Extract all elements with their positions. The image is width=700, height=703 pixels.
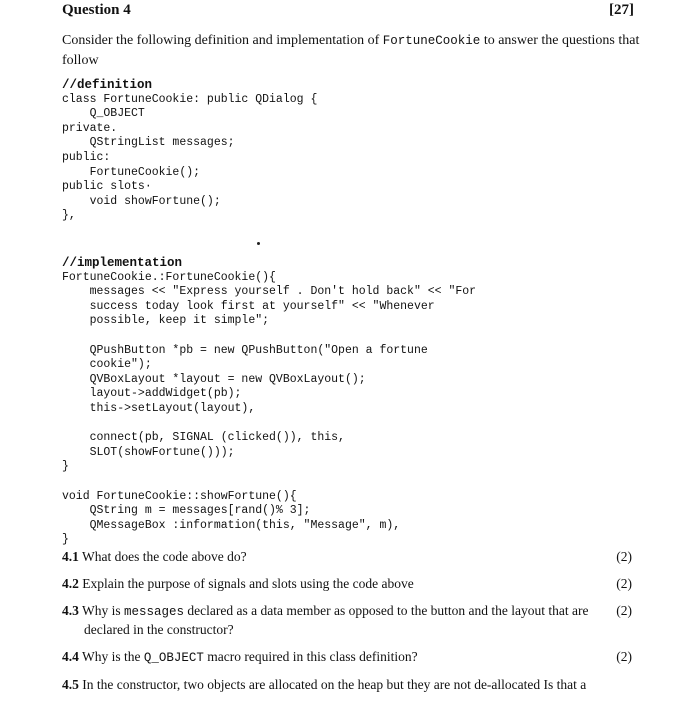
question-total-marks: [27]	[609, 2, 634, 18]
code-comment-heading: //implementation	[62, 256, 183, 270]
code-line: cookie");	[62, 358, 152, 372]
sub-question-4-4	[62, 648, 632, 667]
sub-question-text-after: declared as a data member as opposed to the button and the layout that are	[184, 603, 589, 618]
sub-question-marks: (2)	[616, 576, 632, 591]
sub-question-marks: (2)	[616, 549, 632, 564]
code-line	[62, 475, 476, 490]
sub-question-number: 4.1	[62, 549, 79, 564]
code-line: layout->addWidget(pb);	[62, 387, 242, 401]
sub-questions	[62, 548, 632, 703]
sub-question-code: Q_OBJECT	[143, 651, 204, 665]
question-title: Question 4	[62, 2, 131, 18]
intro-text-after: to answer the questions that follow	[62, 33, 640, 68]
code-line: QStringList messages;	[62, 136, 235, 150]
sub-question-text-before: Why is	[82, 603, 125, 618]
code-line: QPushButton *pb = new QPushButton("Open a fortune	[62, 343, 428, 357]
code-comment-heading: //definition	[62, 78, 153, 92]
code-line: Q_OBJECT	[62, 107, 145, 121]
sub-question-text: What does the code above do?	[82, 549, 247, 564]
sub-question-4-2	[62, 575, 632, 593]
sub-question-marks: (2)	[616, 649, 632, 664]
code-line	[62, 329, 476, 344]
code-line: }	[62, 460, 69, 474]
sub-question-number: 4.5	[62, 677, 79, 692]
intro-text-before: Consider the following definition and implementation of	[62, 33, 383, 48]
sub-question-text: Explain the purpose of signals and slots using the code above	[82, 576, 414, 591]
code-line: messages << "Express yourself . Don't hold back" << "For	[62, 285, 477, 299]
definition-code-block	[62, 78, 317, 224]
code-line: void showFortune();	[62, 194, 221, 208]
code-line: QMessageBox :information(this, "Message", m),	[62, 518, 401, 532]
sub-question-text-before: Why is the	[82, 649, 144, 664]
code-line: QVBoxLayout *layout = new QVBoxLayout();	[62, 372, 366, 386]
implementation-code-block	[62, 256, 476, 548]
sub-question-number: 4.3	[62, 603, 79, 618]
code-line: this->setLayout(layout),	[62, 401, 256, 415]
sub-question-number: 4.2	[62, 576, 79, 591]
code-line: SLOT(showFortune()));	[62, 445, 235, 459]
sub-question-text: In the constructor, two objects are allocated on the heap but they are not de-allocated Is that a	[82, 677, 587, 692]
sub-question-marks: (2)	[616, 603, 632, 618]
sub-question-4-1	[62, 548, 632, 566]
code-line: FortuneCookie();	[62, 165, 201, 179]
code-line: success today look first at yourself" << "Whenever	[62, 299, 435, 313]
sub-question-text-after: macro required in this class definition?	[203, 649, 418, 664]
code-line: QString m = messages[rand()% 3];	[62, 504, 311, 518]
code-line: private.	[62, 121, 118, 135]
sub-question-code: messages	[124, 605, 185, 619]
code-line	[62, 417, 476, 432]
code-line: public:	[62, 150, 111, 164]
code-line: class FortuneCookie: public QDialog {	[62, 92, 318, 106]
code-line: possible, keep it simple";	[62, 314, 270, 328]
intro-class-name: FortuneCookie	[382, 34, 481, 48]
code-line: public slots·	[62, 180, 152, 194]
question-intro	[62, 31, 642, 70]
sub-question-4-3	[62, 602, 632, 639]
sub-question-text-cont: declared in the constructor?	[84, 622, 234, 637]
code-line: void FortuneCookie::showFortune(){	[62, 489, 297, 503]
code-line: FortuneCookie.:FortuneCookie(){	[62, 270, 276, 284]
sub-question-number: 4.4	[62, 649, 79, 664]
code-line: }	[62, 533, 69, 547]
stray-dot-mark	[257, 242, 260, 245]
sub-question-4-5	[62, 676, 632, 694]
code-line: connect(pb, SIGNAL (clicked()), this,	[62, 431, 345, 445]
code-line: },	[62, 209, 76, 223]
